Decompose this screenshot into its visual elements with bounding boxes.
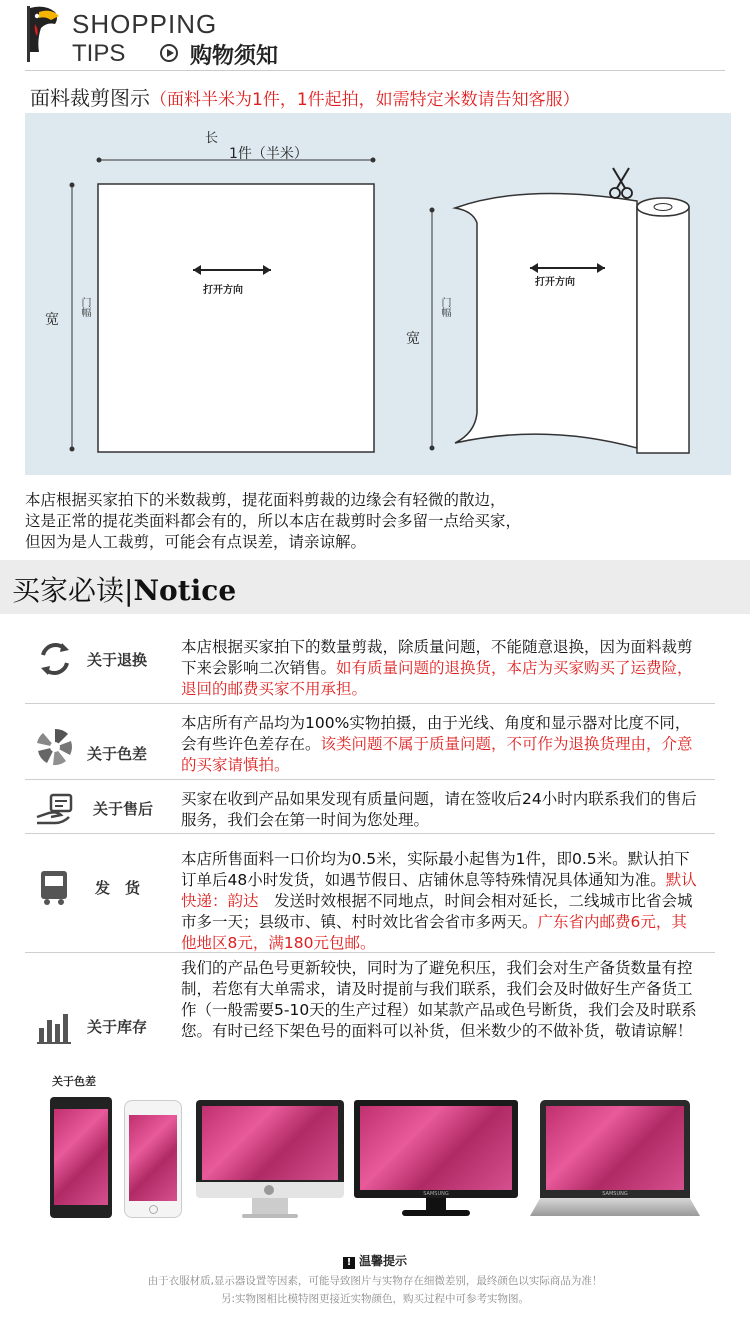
- door-label-right: 门幅: [439, 297, 450, 317]
- cutting-diagram: [25, 113, 731, 475]
- row-label: 关于售后: [93, 800, 154, 818]
- notice-row-stock: [25, 954, 715, 1066]
- cutting-description-line: 这是正常的提花类面料都会有的，所以本店在裁剪时会多留一点给买家，: [25, 512, 522, 530]
- row-label: 关于色差: [87, 745, 148, 763]
- phone-screen: [129, 1115, 177, 1201]
- row-text-red: 如有质量问题的退换货，本店为买家购买了运费险，退回的邮费买家不用承担。: [181, 659, 693, 698]
- row-text-normal: 发送时效根据不同地点，时间会相对延长，二线城市比省会城市多一天；县级市、镇、村时效比省会省市多两天。: [181, 892, 693, 931]
- row-text-red: 默认快递：韵达: [181, 871, 697, 910]
- row-text-red: 广东省内邮费6元，其他地区8元，满180元包邮。: [181, 913, 687, 952]
- width-label-right: 宽: [406, 331, 420, 347]
- notice-title-cn: 买家必读|: [12, 574, 134, 607]
- row-text-red: 该类问题不属于质量问题，不可作为退换货理由，介意的买家请慎拍。: [181, 735, 693, 774]
- unit-label: 1件（半米）: [229, 146, 308, 162]
- bar-chart-icon: [37, 1006, 77, 1046]
- cutting-section-title: [30, 82, 580, 111]
- truck-icon: [35, 867, 75, 907]
- notice-row-color: [25, 705, 715, 780]
- refresh-icon: [35, 639, 75, 679]
- header-divider: [25, 70, 725, 71]
- cutting-description-line: 但因为是人工裁剪，可能会有点误差，请亲谅解。: [25, 533, 367, 551]
- tips-line: 由于衣服材质,显示器设置等因素，可能导致图片与实物存在细微差别，最终颜色以实际商品为准！: [147, 1275, 603, 1287]
- tips-line: 另:实物图相比模特图更接近实物颜色，购买过程中可参考实物图。: [220, 1293, 530, 1305]
- samsung-laptop: [530, 1100, 700, 1220]
- header-subtitle: 购物须知: [190, 44, 279, 69]
- row-text-normal: 本店所售面料一口价均为0.5米，实际最小起售为1件，即0.5米。默认拍下订单后48小时发货，如遇节假日、店铺休息等特殊情况具体通知为准。: [181, 850, 690, 889]
- cutting-description-line: 本店根据买家拍下的米数裁剪，提花面料剪裁的边缘会有轻微的散边，: [25, 491, 506, 509]
- row-text: [181, 849, 701, 954]
- tips-title-text: 温馨提示: [358, 1254, 407, 1268]
- row-text: [181, 713, 701, 776]
- hand-card-icon: [35, 789, 75, 829]
- warning-icon: !: [343, 1257, 355, 1269]
- color-section-label: 关于色差: [52, 1075, 96, 1088]
- page-header: [0, 0, 750, 72]
- play-circle-icon: [160, 44, 178, 62]
- row-text: 买家在收到产品如果发现有质量问题，请在签收后24小时内联系我们的售后服务，我们会在第一时间为您处理。: [181, 790, 697, 829]
- home-button-icon: [149, 1205, 158, 1214]
- notice-row-returns: [25, 627, 715, 704]
- phone-black: [50, 1097, 112, 1218]
- row-text-normal: 本店根据买家拍下的数量剪裁，除质量问题，不能随意退换，因为面料裁剪下来会影响二次销售。: [181, 638, 693, 677]
- cutting-diagram-svg: [25, 113, 731, 475]
- direction-label-right: 打开方向: [535, 277, 575, 288]
- laptop-screen: [546, 1106, 684, 1190]
- cutting-title: 面料裁剪图示: [30, 86, 150, 110]
- monitor-screen: [360, 1106, 512, 1190]
- tips-title: [0, 1252, 750, 1269]
- apple-logo-icon: [264, 1185, 274, 1195]
- monitor-screen: [202, 1106, 338, 1180]
- monitor-brand: SAMSUNG: [423, 1191, 449, 1197]
- direction-label-left: 打开方向: [203, 285, 243, 296]
- row-label: 关于库存: [87, 1018, 148, 1036]
- length-label: 长: [205, 131, 219, 146]
- samsung-monitor: [354, 1100, 518, 1220]
- cutting-description: [25, 490, 725, 553]
- notice-row-aftersales: [25, 781, 715, 834]
- notice-row-shipping: [25, 835, 715, 953]
- phone-white: [124, 1100, 182, 1218]
- header-title-tips: TIPS: [72, 40, 126, 67]
- laptop-brand: SAMSUNG: [602, 1191, 628, 1197]
- header-title-shopping: SHOPPING: [72, 9, 218, 39]
- row-text: 我们的产品色号更新较快，同时为了避免积压，我们会对生产备货数量有控制，若您有大单需求，请及时提前与我们联系，我们会及时做好生产备货工作（一般需要5-10天的生产过程）如某款产品或色号断货，我们会及时联系您。有时已经下架色号的面料可以补货，但米数少的不做补货，敬请谅解！: [181, 959, 697, 1040]
- notice-title-en: Notice: [133, 574, 237, 607]
- width-label-left: 宽: [45, 312, 59, 328]
- row-text-normal: 本店所有产品均为100%实物拍摄，由于光线、角度和显示器对比度不同，会有些许色差存在。: [181, 714, 691, 753]
- cutting-note: （面料半米为1件，1件起拍，如需特定米数请告知客服）: [150, 90, 580, 110]
- door-label-left: 门幅: [79, 297, 90, 317]
- toucan-logo-icon: [25, 6, 61, 62]
- color-wheel-icon: [35, 727, 75, 767]
- scissors-icon: [610, 168, 632, 198]
- notice-title: [12, 569, 236, 609]
- phone-screen: [54, 1109, 108, 1205]
- row-label: 发 货: [95, 879, 141, 897]
- row-text: [181, 637, 701, 700]
- row-label: 关于退换: [87, 651, 148, 669]
- imac-monitor: [196, 1100, 344, 1220]
